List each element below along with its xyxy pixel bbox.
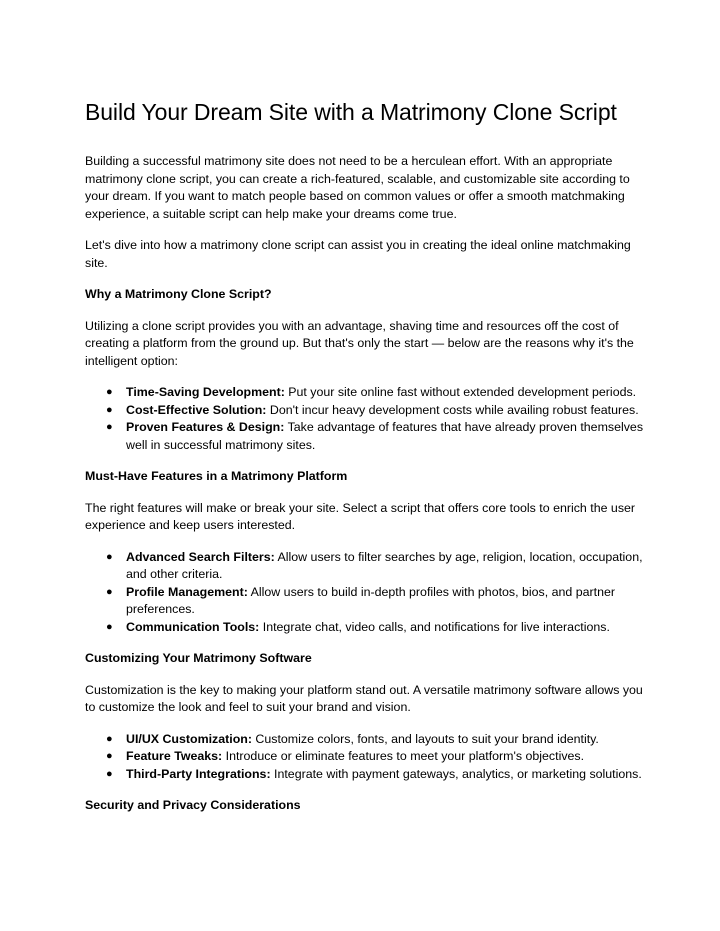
list-item — [85, 766, 645, 784]
section-heading-why-clone-script: Why a Matrimony Clone Script? — [85, 287, 272, 301]
list-item-title: Profile Management: — [126, 584, 248, 599]
list-item-text: Take advantage of features that have already proven themselves well in successful matrimony sites. — [126, 420, 644, 452]
list-item-text: Put your site online fast without extended development periods. — [284, 385, 637, 399]
list-item — [85, 402, 645, 420]
intro-paragraph-2: Let's dive into how a matrimony clone script can assist you in creating the ideal online matchmaking site. — [85, 238, 631, 270]
bullet-list-why-clone-script — [85, 384, 645, 454]
bullet-icon: ● — [106, 550, 113, 563]
list-item — [85, 731, 645, 749]
list-item-title: Third-Party Integrations: — [126, 766, 271, 781]
list-item-text: Allow users to build in-depth profiles with photos, bios, and partner preferences. — [126, 584, 615, 616]
document-body — [85, 153, 645, 815]
list-item — [85, 584, 645, 619]
list-item — [85, 549, 645, 584]
document-page — [85, 97, 645, 829]
intro-paragraph-1: Building a successful matrimony site does not need to be a herculean effort. With an appropriate matrimony clone script, you can create a rich-featured, scalable, and customizable site according to your dream. If you want to match people based on common values or offer a smooth matchmaking experience, a suitable script can help make your dreams come true. — [85, 154, 630, 221]
list-item-text: Don't incur heavy development costs while availing robust features. — [266, 402, 639, 417]
list-item-text: Customize colors, fonts, and layouts to suit your brand identity. — [251, 731, 599, 746]
list-item-title: Proven Features & Design: — [126, 420, 285, 434]
list-item — [85, 619, 645, 637]
list-item — [85, 419, 645, 454]
bullet-icon: ● — [106, 403, 113, 416]
page-title: Build Your Dream Site with a Matrimony Clone Script — [85, 99, 617, 125]
section-paragraph-why-clone-script: Utilizing a clone script provides you with an advantage, shaving time and resources off the cost of creating a platform from the ground up. But that's only the start — below are the reasons why it's the intelligent option: — [85, 318, 634, 368]
bullet-icon: ● — [106, 732, 113, 745]
bullet-icon: ● — [106, 620, 113, 633]
section-heading-must-have-features: Must-Have Features in a Matrimony Platform — [85, 469, 348, 483]
list-item-text: Integrate chat, video calls, and notifications for live interactions. — [259, 619, 610, 634]
section-paragraph-must-have-features: The right features will make or break your site. Select a script that offers core tools to enrich the user experience and keep users interested. — [85, 500, 636, 532]
bullet-list-must-have-features — [85, 549, 645, 637]
section-heading-security-privacy: Security and Privacy Considerations — [85, 798, 301, 812]
list-item-title: UI/UX Customization: — [126, 731, 252, 746]
bullet-icon: ● — [106, 767, 113, 780]
bullet-icon: ● — [106, 585, 113, 598]
section-paragraph-customizing-software: Customization is the key to making your platform stand out. A versatile matrimony software allows you to customize the look and feel to suit your brand and vision. — [85, 682, 643, 714]
bullet-icon: ● — [106, 386, 113, 398]
list-item-title: Advanced Search Filters: — [126, 549, 275, 564]
list-item-title: Cost-Effective Solution: — [126, 402, 267, 417]
list-item-title: Time-Saving Development: — [126, 385, 285, 399]
bullet-icon: ● — [106, 421, 113, 433]
list-item-title: Communication Tools: — [126, 619, 260, 634]
bullet-list-customizing-software — [85, 731, 645, 784]
list-item-text: Allow users to filter searches by age, religion, location, occupation, and other criteria. — [126, 549, 643, 581]
list-item-text: Introduce or eliminate features to meet your platform's objectives. — [222, 749, 585, 763]
bullet-icon: ● — [106, 750, 113, 762]
list-item-title: Feature Tweaks: — [126, 749, 223, 763]
section-heading-customizing-software: Customizing Your Matrimony Software — [85, 651, 312, 665]
list-item — [85, 748, 645, 766]
list-item — [85, 384, 645, 402]
list-item-text: Integrate with payment gateways, analytics, or marketing solutions. — [270, 766, 642, 781]
